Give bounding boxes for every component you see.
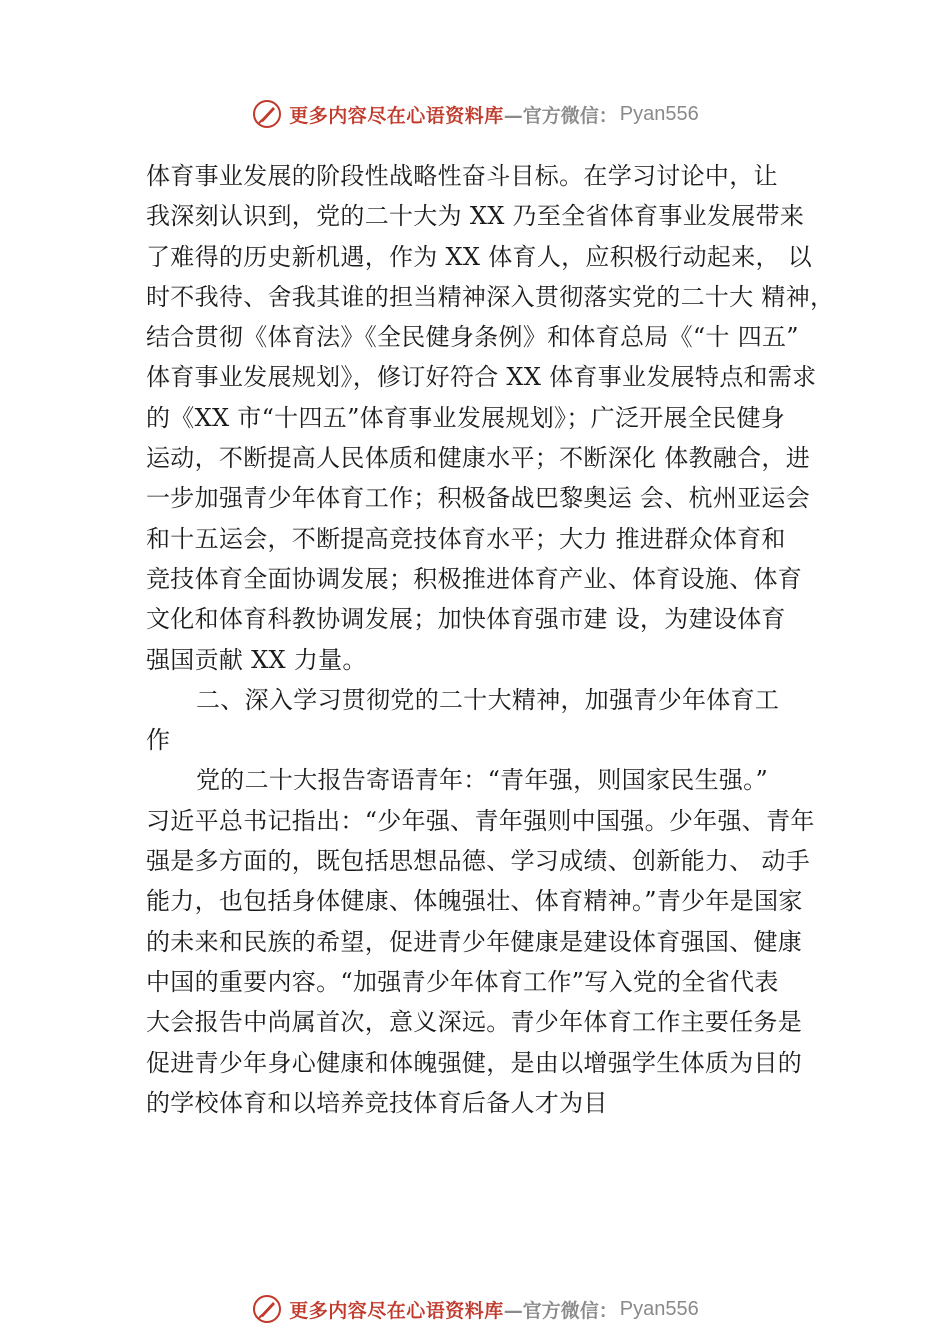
- text-line: 能力，也包括身体健康、体魄强壮、体育精神。”青少年是国家: [146, 887, 803, 916]
- text-line: 我深刻认识到，党的二十大为 XX 乃至全省体育事业发展带来: [146, 202, 805, 231]
- watermark-handle: Pyan556: [619, 1297, 699, 1320]
- text-line: 文化和体育科教协调发展；加快体育强市建 设，为建设体育: [146, 605, 786, 634]
- text-line: 竞技体育全面协调发展；积极推进体育产业、体育设施、体育: [146, 564, 803, 593]
- text-line: 强国贡献 XX 力量。: [146, 645, 367, 674]
- text-line: 中国的重要内容。“加强青少年体育工作”写入党的全省代表: [146, 967, 779, 996]
- text-line: 习近平总书记指出：“少年强、青年强则中国强。少年强、青年: [146, 806, 815, 835]
- quill-pen-logo-icon: [251, 1293, 283, 1325]
- text-line: 的学校体育和以培养竞技体育后备人才为目: [146, 1088, 608, 1117]
- text-line: 体育事业发展的阶段性战略性奋斗目标。在学习讨论中，让: [146, 162, 778, 190]
- text-line: 强是多方面的，既包括思想品德、学习成绩、创新能力、 动手: [146, 847, 811, 876]
- text-line: 作: [146, 726, 171, 755]
- watermark-gray-text: —官方微信：: [503, 1299, 618, 1322]
- watermark-handle: Pyan556: [619, 102, 699, 125]
- text-line: 一步加强青少年体育工作；积极备战巴黎奥运 会、杭州亚运会: [146, 484, 811, 513]
- document-body: [146, 156, 836, 1123]
- text-line: 运动，不断提高人民体质和健康水平；不断深化 体教融合，进: [146, 444, 811, 473]
- text-line: 二、深入学习贯彻党的二十大精神，加强青少年体育工: [196, 685, 780, 714]
- text-line: 了难得的历史新机遇，作为 XX 体育人，应积极行动起来， 以: [146, 242, 813, 271]
- text-line: 结合贯彻《体育法》《全民健身条例》和体育总局《“十 四五”: [146, 323, 799, 352]
- watermark-banner-top: [0, 94, 950, 134]
- text-line: 促进青少年身心健康和体魄强健，是由以增强学生体质为目的: [146, 1048, 803, 1077]
- watermark-banner-bottom: [0, 1289, 950, 1329]
- watermark-red-text: 更多内容尽在心语资料库: [289, 1299, 504, 1322]
- watermark-gray-text: —官方微信：: [503, 104, 618, 127]
- text-line: 党的二十大报告寄语青年：“青年强，则国家民生强。”: [196, 766, 769, 795]
- text-line: 大会报告中尚属首次，意义深远。青少年体育工作主要任务是: [146, 1008, 803, 1037]
- quill-pen-logo-icon: [251, 98, 283, 130]
- text-line: 的未来和民族的希望，促进青少年健康是建设体育强国、健康: [146, 927, 803, 956]
- watermark-red-text: 更多内容尽在心语资料库: [289, 104, 504, 127]
- text-line: 和十五运会，不断提高竞技体育水平；大力 推进群众体育和: [146, 524, 786, 553]
- text-line: 体育事业发展规划》，修订好符合 XX 体育事业发展特点和需求: [146, 363, 817, 392]
- text-line: 时不我待、舍我其谁的担当精神深入贯彻落实党的二十大 精神，: [146, 282, 835, 311]
- text-line: 的《XX 市“十四五”体育事业发展规划》；广泛开展全民健身: [146, 403, 786, 432]
